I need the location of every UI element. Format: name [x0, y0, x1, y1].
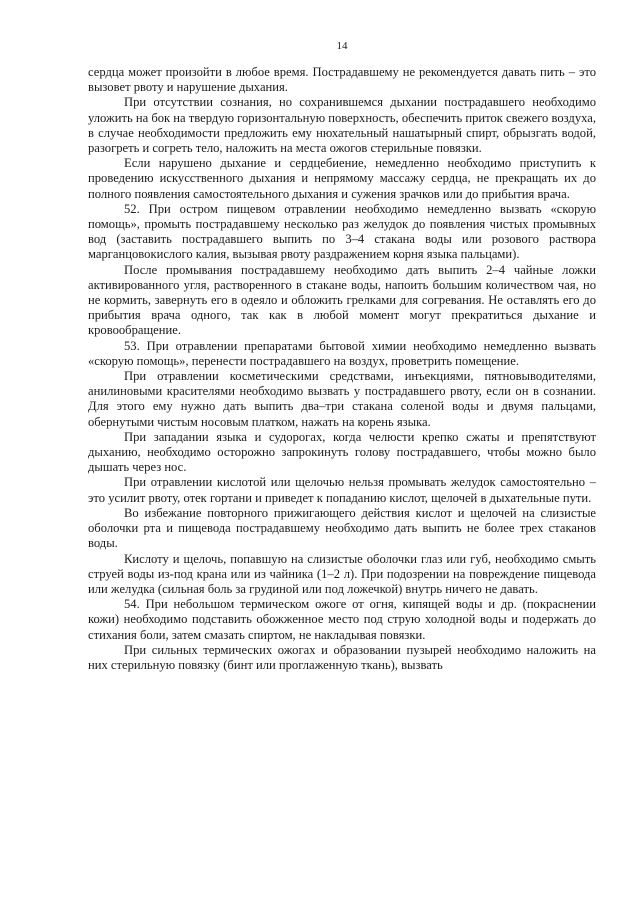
paragraph-acid-mucous: Кислоту и щелочь, попавшую на слизистые оболочки глаз или губ, необходимо смыть струей воды из-под крана или из чайника (1–2 л). При подозрении на повреждение пищевода или желудка (сильная боль за грудиной или под ложечкой) внутрь ничего не давать. — [88, 551, 596, 596]
paragraph-continuation: сердца может произойти в любое время. Пострадавшему не рекомендуется давать пить – это вызовет рвоту и нарушение дыхания. — [88, 65, 596, 95]
page-number: 14 — [336, 40, 348, 52]
paragraph-54-thermal-burn: 54. При небольшом термическом ожоге от огня, кипящей воды и др. (покраснении кожи) необходимо подставить обожженное место под струю холодной воды и подержать до стихания боли, затем смазать спиртом, не накладывая повязки. — [88, 597, 596, 642]
paragraph-acid-water: Во избежание повторного прижигающего действия кислот и щелочей на слизистые оболочки рта и пищевода пострадавшему необходимо дать выпить не более трех стаканов воды. — [88, 505, 596, 551]
paragraph-cpr: Если нарушено дыхание и сердцебиение, немедленно необходимо приступить к проведению искусственного дыхания и непрямому массажу сердца, не прекращать их до полного появления самостоятельного дыхания и сужения зрачков или до прибытия врача. — [88, 156, 596, 201]
paragraph-cosmetics-poisoning: При отравлении косметическими средствами, инъекциями, пятновыводителями, анилиновыми красителями необходимо вызвать у пострадавшего рвоту, если он в сознании. Для этого ему нужно дать выпить два–три стакана соленой воды и двумя пальцами, обернутыми чистым носовым платком, нажать на корень языка. — [88, 369, 596, 429]
paragraph-acid-alkali-poisoning: При отравлении кислотой или щелочью нельзя промывать желудок самостоятельно – это усилит рвоту, отек гортани и приведет к попаданию кислот, щелочей в дыхательные пути. — [88, 475, 596, 505]
paragraph-severe-burns: При сильных термических ожогах и образовании пузырей необходимо наложить на них стерильную повязку (бинт или проглаженную ткань), вызвать — [88, 642, 596, 672]
paragraph-52-food-poisoning: 52. При остром пищевом отравлении необходимо немедленно вызвать «скорую помощь», промыть пострадавшему несколько раз желудок до появления чистых промывных вод (заставить пострадавшего выпить по 3–4 стакана воды или розового раствора марганцовокислого калия, вызывая рвоту раздражением корня языка пальцами). — [88, 201, 596, 262]
paragraph-tongue-seizures: При западании языка и судорогах, когда челюсти крепко сжаты и препятствуют дыханию, необходимо осторожно запрокинуть голову пострадавшего, чтобы можно было дышать через нос. — [88, 429, 596, 475]
paragraph-unconscious-breathing: При отсутствии сознания, но сохранившемся дыхании пострадавшего необходимо уложить на бок на твердую горизонтальную поверхность, обеспечить приток свежего воздуха, в случае необходимости предложить ему нюхательный нашатырный спирт, обрызгать водой, разогреть и согреть тело, наложить на места ожогов стерильные повязки. — [88, 95, 596, 156]
paragraph-after-lavage: После промывания пострадавшему необходимо дать выпить 2–4 чайные ложки активированного угля, растворенного в стакане воды, напоить большим количеством чая, но не кормить, завернуть его в одеяло и обложить грелками для согревания. Не оставлять его до прибытия врача одного, так как в любой момент могут прекратиться дыхание и кровообращение. — [88, 262, 596, 338]
paragraph-53-household-chemicals: 53. При отравлении препаратами бытовой химии необходимо немедленно вызвать «скорую помощь», перенести пострадавшего на воздух, проветрить помещение. — [88, 338, 596, 368]
